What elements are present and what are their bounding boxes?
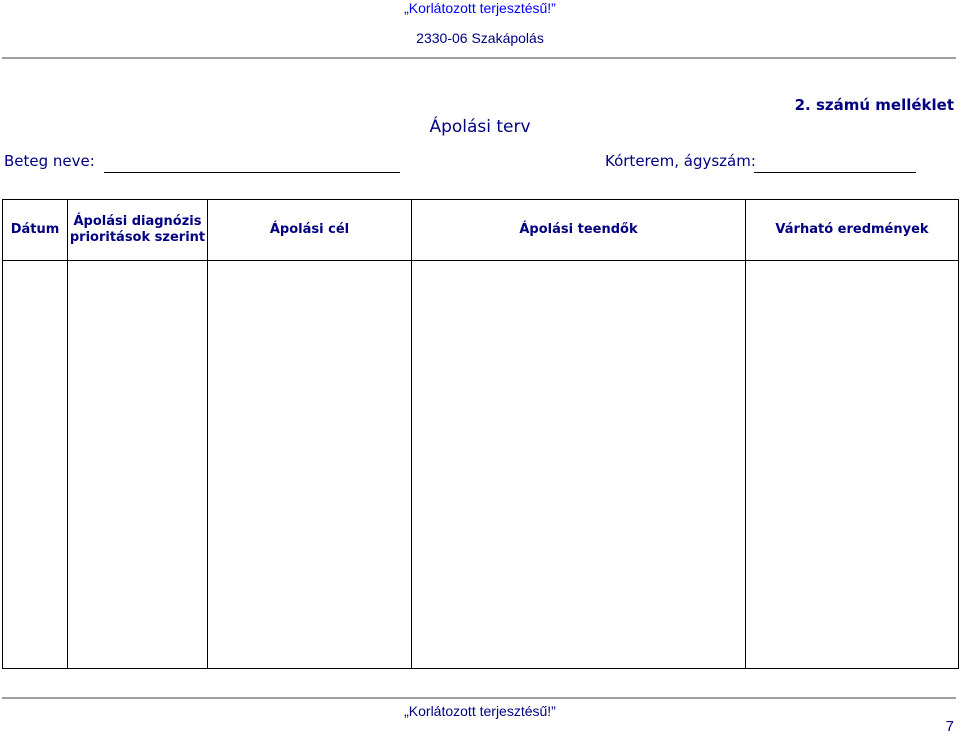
column-header-expected-results: Várható eredmények xyxy=(746,200,959,261)
patient-name-line xyxy=(104,172,400,173)
header-divider xyxy=(2,57,956,59)
column-header-tasks: Ápolási teendők xyxy=(412,200,746,261)
column-header-goal: Ápolási cél xyxy=(208,200,412,261)
footer-divider xyxy=(2,697,956,699)
nursing-plan-table xyxy=(2,199,959,669)
table-header-row xyxy=(3,200,959,261)
cell-diagnosis[interactable] xyxy=(68,261,208,669)
ward-bed-label: Kórterem, ágyszám: xyxy=(605,152,756,170)
cell-expected-results[interactable] xyxy=(746,261,959,669)
appendix-label: 2. számú melléklet xyxy=(794,96,954,114)
column-header-diagnosis: Ápolási diagnózis prioritások szerint xyxy=(68,200,208,261)
patient-name-label: Beteg neve: xyxy=(4,152,95,170)
page-title: Ápolási terv xyxy=(429,117,531,137)
cell-date[interactable] xyxy=(3,261,68,669)
header-course-code: 2330-06 Szakápolás xyxy=(416,30,544,46)
header-restricted-notice: „Korlátozott terjesztésű!” xyxy=(404,0,556,16)
cell-tasks[interactable] xyxy=(412,261,746,669)
column-header-date: Dátum xyxy=(3,200,68,261)
page-number: 7 xyxy=(945,718,954,735)
table-row xyxy=(3,261,959,669)
cell-goal[interactable] xyxy=(208,261,412,669)
ward-bed-line xyxy=(754,172,916,173)
footer-restricted-notice: „Korlátozott terjesztésű!” xyxy=(404,703,556,719)
